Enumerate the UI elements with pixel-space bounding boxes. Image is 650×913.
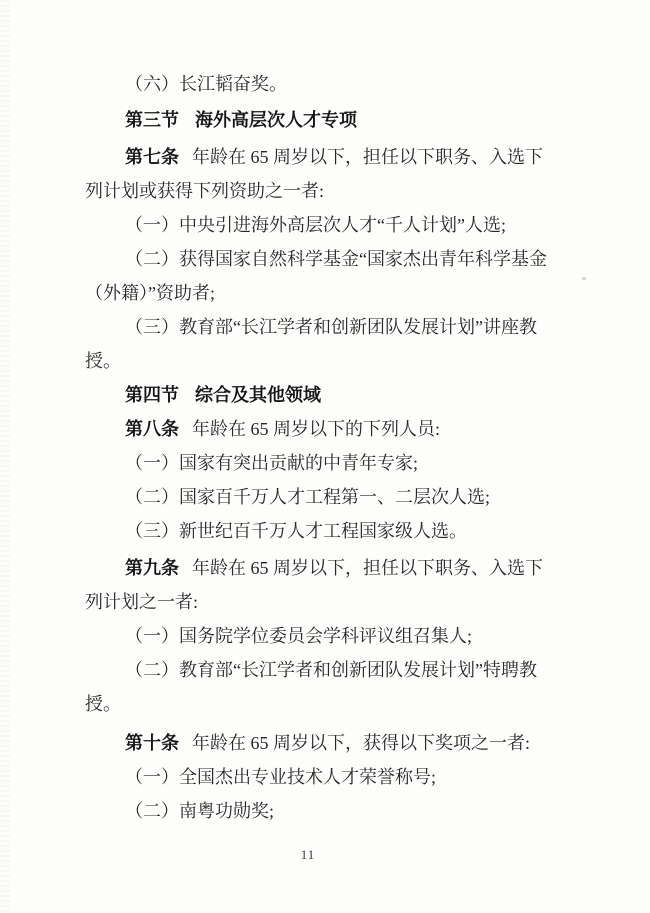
line-text: 年龄在 65 周岁以下，担任以下职务、入选下: [192, 558, 543, 578]
text-line: [85, 378, 595, 412]
line-text: （三）新世纪百千万人才工程国家级人选。: [125, 521, 467, 541]
line-text: 授。: [85, 694, 121, 714]
text-line: [85, 310, 595, 344]
line-text: （三）教育部“长江学者和创新团队发展计划”讲座教: [125, 317, 537, 337]
line-text: （二）南粤功勋奖;: [125, 801, 275, 821]
text-line: [85, 726, 595, 760]
line-label: 第三节: [125, 110, 179, 130]
line-label: 第四节: [125, 385, 179, 405]
text-line: [85, 208, 595, 242]
text-line: [85, 276, 595, 310]
text-line: [85, 67, 595, 101]
line-text: 年龄在 65 周岁以下，担任以下职务、入选下: [192, 147, 543, 167]
line-text: （一）中央引进海外高层次人才“千人计划”人选;: [125, 215, 506, 235]
text-line: [85, 446, 595, 480]
line-text: 授。: [85, 351, 121, 371]
line-text: 综合及其他领域: [195, 385, 321, 405]
text-line: [85, 174, 595, 208]
line-text: （一）国务院学位委员会学科评议组召集人;: [125, 626, 472, 646]
line-label: 第七条: [125, 147, 179, 167]
text-line: [85, 585, 595, 619]
line-text: 年龄在 65 周岁以下，获得以下奖项之一者:: [192, 733, 530, 753]
line-text: （六）长江韬奋奖。: [125, 74, 287, 94]
line-text: 海外高层次人才专项: [195, 110, 357, 130]
line-text: （二）教育部“长江学者和创新团队发展计划”特聘教: [125, 660, 537, 680]
document-body: [85, 67, 595, 828]
line-label: 第十条: [125, 733, 179, 753]
line-text: （一）全国杰出专业技术人才荣誉称号;: [125, 767, 436, 787]
text-line: [85, 140, 595, 174]
text-line: [85, 480, 595, 514]
text-line: [85, 103, 595, 137]
text-line: [85, 619, 595, 653]
text-line: [85, 412, 595, 446]
text-line: [85, 242, 595, 276]
text-line: [85, 687, 595, 721]
line-label: 第九条: [125, 558, 179, 578]
line-text: （外籍）”资助者;: [85, 283, 215, 303]
page-number: 11: [300, 847, 316, 862]
line-text: （一）国家有突出贡献的中青年专家;: [125, 453, 418, 473]
text-line: [85, 653, 595, 687]
line-label: 第八条: [125, 419, 179, 439]
text-line: [85, 760, 595, 794]
text-line: [85, 794, 595, 828]
line-text: （二）国家百千万人才工程第一、二层次人选;: [125, 487, 490, 507]
text-line: [85, 344, 595, 378]
line-text: 列计划或获得下列资助之一者:: [85, 181, 324, 201]
line-text: （二）获得国家自然科学基金“国家杰出青年科学基金: [125, 249, 547, 269]
text-line: [85, 551, 595, 585]
scan-edge-artifact: [0, 0, 10, 913]
text-line: [85, 514, 595, 548]
line-text: 年龄在 65 周岁以下的下列人员:: [192, 419, 440, 439]
line-text: 列计划之一者:: [85, 592, 199, 612]
